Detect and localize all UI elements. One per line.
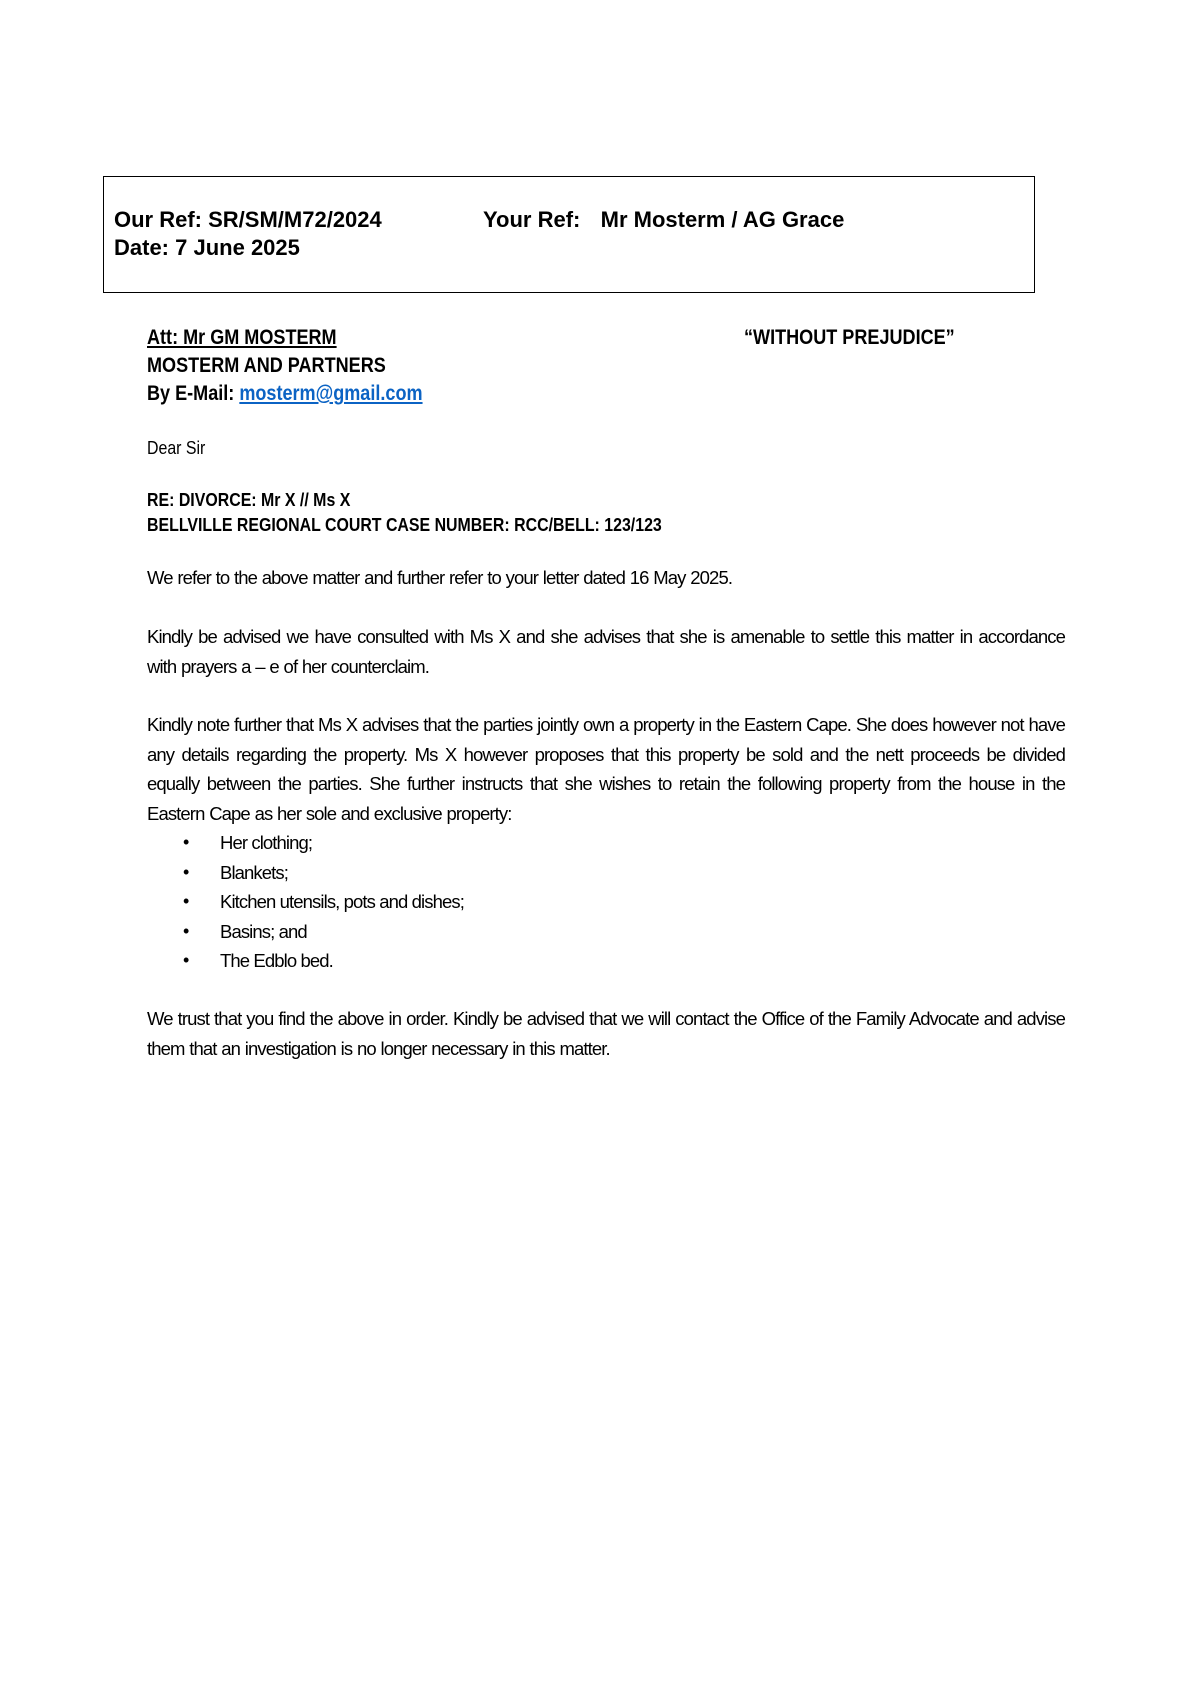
date-value: 7 June 2025 xyxy=(175,235,300,260)
salutation: Dear Sir xyxy=(147,437,206,458)
paragraph-2: Kindly be advised we have consulted with Ms X and she advises that she is amenable to settle this matter in accordance with prayers a – e of her counterclaim. xyxy=(147,626,1065,677)
our-ref-value: SR/SM/M72/2024 xyxy=(208,207,382,232)
your-ref xyxy=(483,206,844,234)
list-item-text: Her clothing; xyxy=(220,832,313,853)
without-prejudice-marking: “WITHOUT PREJUDICE” xyxy=(744,326,955,349)
firm-name: MOSTERM AND PARTNERS xyxy=(147,354,386,377)
paragraph-1: We refer to the above matter and further refer to your letter dated 16 May 2025. xyxy=(147,567,733,588)
email-line xyxy=(147,382,423,406)
date-label: Date: xyxy=(114,235,170,260)
our-ref-label: Our Ref: xyxy=(114,207,202,232)
email-link[interactable]: mosterm@gmail.com xyxy=(239,382,423,405)
bullet-icon: • xyxy=(183,950,189,970)
your-ref-label: Your Ref: xyxy=(483,207,581,232)
attention-line: Att: Mr GM MOSTERM xyxy=(147,326,337,349)
our-ref xyxy=(114,206,382,234)
paragraph-3: Kindly note further that Ms X advises that the parties jointly own a property in the Eastern Cape. She does however not have any details regarding the property. Ms X however proposes that this property be sold and the nett proceeds be divided equally between the parties. She further instructs that she wishes to retain the following property from the house in the Eastern Cape as her sole and exclusive property: xyxy=(147,714,1065,824)
list-item-text: Blankets; xyxy=(220,861,288,883)
list-item-text: Basins; and xyxy=(220,920,307,942)
re-line-2: BELLVILLE REGIONAL COURT CASE NUMBER: RCC/BELL: 123/123 xyxy=(147,514,662,535)
list-item-text: The Edblo bed. xyxy=(220,950,333,971)
list-item-text: Kitchen utensils, pots and dishes; xyxy=(220,891,464,912)
bullet-icon: • xyxy=(183,920,189,941)
bullet-icon: • xyxy=(183,832,189,852)
paragraph-4: We trust that you find the above in order. Kindly be advised that we will contact the Office of the Family Advocate and advise them that an investigation is no longer necessary in this matter. xyxy=(147,1008,1065,1059)
email-label: By E-Mail: xyxy=(147,382,235,405)
bullet-icon: • xyxy=(183,891,189,911)
your-ref-value: Mr Mosterm / AG Grace xyxy=(600,207,845,232)
bullet-icon: • xyxy=(183,861,189,882)
re-line-1: RE: DIVORCE: Mr X // Ms X xyxy=(147,489,351,510)
letter-date xyxy=(114,234,300,262)
